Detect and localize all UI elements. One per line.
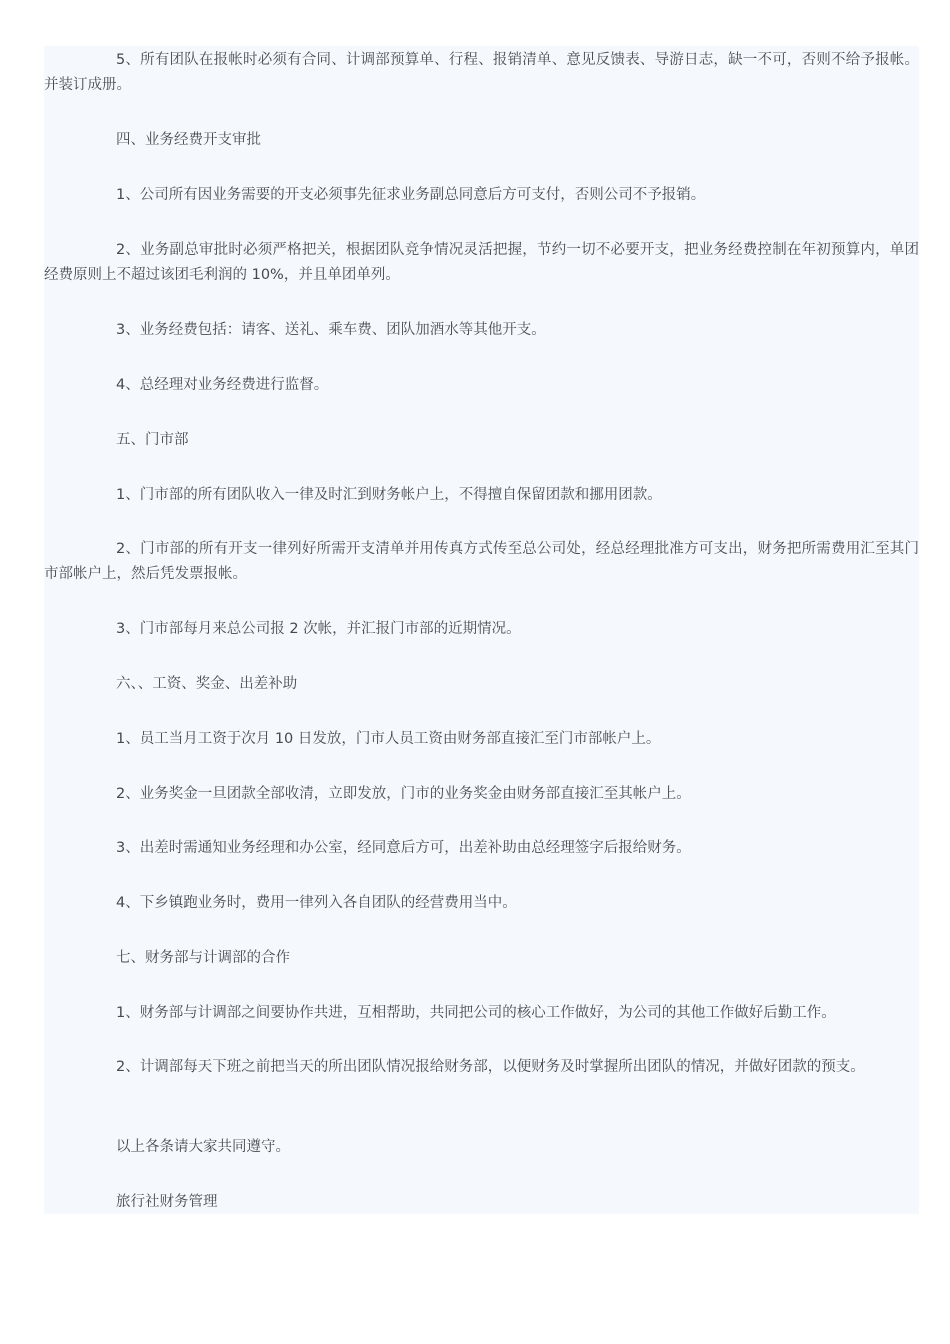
section-heading: 五、门市部 [116,432,189,448]
paragraph: 1、公司所有因业务需要的开支必须事先征求业务副总同意后方可支付，否则公司不予报销。 [116,187,706,203]
paragraph: 4、下乡镇跑业务时，费用一律列入各自团队的经营费用当中。 [116,895,517,911]
document-body [44,46,919,1214]
section-heading: 四、业务经费开支审批 [116,132,261,148]
paragraph: 1、员工当月工资于次月 10 日发放，门市人员工资由财务部直接汇至门市部帐户上。 [116,731,661,747]
paragraph: 1、财务部与计调部之间要协作共进，互相帮助，共同把公司的核心工作做好，为公司的其他工作做好后勤工作。 [116,1005,836,1021]
paragraph: 3、业务经费包括：请客、送礼、乘车费、团队加酒水等其他开支。 [116,322,546,338]
paragraph: 3、出差时需通知业务经理和办公室，经同意后方可，出差补助由总经理签字后报给财务。 [116,840,691,856]
paragraph: 4、总经理对业务经费进行监督。 [116,377,329,393]
paragraph: 2、计调部每天下班之前把当天的所出团队情况报给财务部，以便财务及时掌握所出团队的情况，并做好团款的预支。 [116,1059,865,1075]
paragraph: 1、门市部的所有团队收入一律及时汇到财务帐户上，不得擅自保留团款和挪用团款。 [116,487,662,503]
closing-note: 以上各条请大家共同遵守。 [116,1139,290,1155]
paragraph: 3、门市部每月来总公司报 2 次帐，并汇报门市部的近期情况。 [116,621,521,637]
paragraph: 2、业务奖金一旦团款全部收清，立即发放，门市的业务奖金由财务部直接汇至其帐户上。 [116,786,691,802]
section-heading: 六、、工资、奖金、出差补助 [116,676,298,692]
footer-title: 旅行社财务管理 [116,1194,218,1210]
section-heading: 七、财务部与计调部的合作 [116,950,290,966]
paragraph: 5、所有团队在报帐时必须有合同、计调部预算单、行程、报销清单、意见反馈表、导游日志，缺一不可，否则不给予报帐。并装订成册。 [44,52,919,93]
paragraph: 2、业务副总审批时必须严格把关，根据团队竞争情况灵活把握，节约一切不必要开支，把业务经费控制在年初预算内，单团经费原则上不超过该团毛利润的 10%，并且单团单列。 [44,242,919,283]
paragraph: 2、门市部的所有开支一律列好所需开支清单并用传真方式传至总公司处，经总经理批准方可支出，财务把所需费用汇至其门市部帐户上，然后凭发票报帐。 [44,541,919,582]
